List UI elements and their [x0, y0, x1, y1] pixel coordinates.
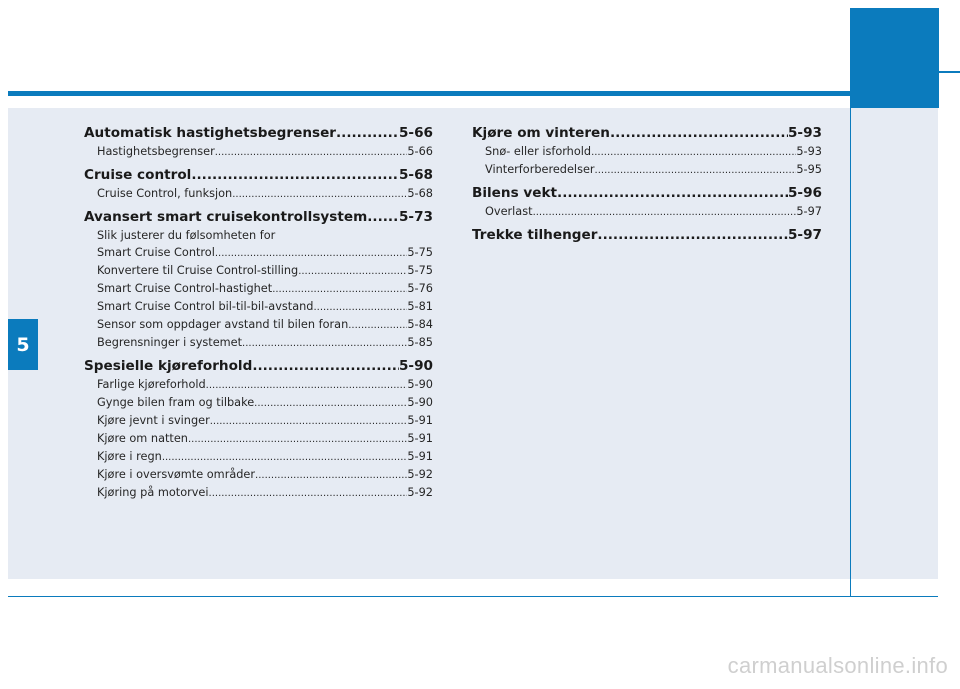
toc-item[interactable]: Smart Cruise Control bil-til-bil-avstand ..... 5-81: [84, 298, 433, 316]
toc-item[interactable]: Kjøre om natten ..... 5-91: [84, 430, 433, 448]
toc-heading[interactable]: Trekke tilhenger ..... 5-97: [472, 225, 822, 245]
toc-item[interactable]: Cruise Control, funksjon ..... 5-68: [84, 185, 433, 203]
toc-item[interactable]: Sensor som oppdager avstand til bilen foran ..... 5-84: [84, 316, 433, 334]
toc-heading[interactable]: Avansert smart cruisekontrollsystem ..... 5-73: [84, 207, 433, 227]
toc-item[interactable]: Snø- eller isforhold ..... 5-93: [472, 143, 822, 161]
side-rule: [850, 108, 851, 597]
toc-item[interactable]: Kjøre i oversvømte områder ..... 5-92: [84, 466, 433, 484]
toc-section: [84, 356, 433, 502]
toc-column-right: [472, 123, 822, 249]
toc-section: [84, 207, 433, 352]
top-rule: [8, 91, 850, 96]
toc-item[interactable]: Farlige kjøreforhold ..... 5-90: [84, 376, 433, 394]
toc-heading[interactable]: Spesielle kjøreforhold ..... 5-90: [84, 356, 433, 376]
toc-item[interactable]: Begrensninger i systemet ..... 5-85: [84, 334, 433, 352]
toc-item-line1[interactable]: Slik justerer du følsomheten for: [97, 229, 276, 242]
toc-heading[interactable]: Kjøre om vinteren ..... 5-93: [472, 123, 822, 143]
toc-item[interactable]: Smart Cruise Control ..... 5-75: [84, 244, 433, 262]
toc-item[interactable]: Hastighetsbegrenser ..... 5-66: [84, 143, 433, 161]
toc-column-left: [84, 123, 433, 506]
toc-item[interactable]: Kjøring på motorvei ..... 5-92: [84, 484, 433, 502]
toc-item[interactable]: Vinterforberedelser ..... 5-95: [472, 161, 822, 179]
toc-item[interactable]: Overlast ..... 5-97: [472, 203, 822, 221]
toc-heading[interactable]: Cruise control ..... 5-68: [84, 165, 433, 185]
toc-heading[interactable]: Automatisk hastighetsbegrenser ..... 5-66: [84, 123, 433, 143]
toc-section: [84, 123, 433, 161]
toc-item[interactable]: Smart Cruise Control-hastighet ..... 5-76: [84, 280, 433, 298]
toc-item[interactable]: Gynge bilen fram og tilbake ..... 5-90: [84, 394, 433, 412]
toc-section: [84, 165, 433, 203]
toc-item[interactable]: Kjøre i regn ..... 5-91: [84, 448, 433, 466]
bottom-rule: [8, 596, 938, 597]
toc-section: [472, 225, 822, 245]
top-rule-right: [939, 71, 960, 73]
chapter-number: 5: [16, 333, 30, 356]
toc-item[interactable]: Kjøre jevnt i svinger ..... 5-91: [84, 412, 433, 430]
toc-item[interactable]: Konvertere til Cruise Control-stilling ..... 5-75: [84, 262, 433, 280]
toc-section: [472, 183, 822, 221]
chapter-tab[interactable]: [8, 319, 38, 370]
toc-section: [472, 123, 822, 179]
watermark: carmanualsonline.info: [727, 653, 948, 678]
toc-heading[interactable]: Bilens vekt ..... 5-96: [472, 183, 822, 203]
corner-block: [850, 8, 939, 108]
